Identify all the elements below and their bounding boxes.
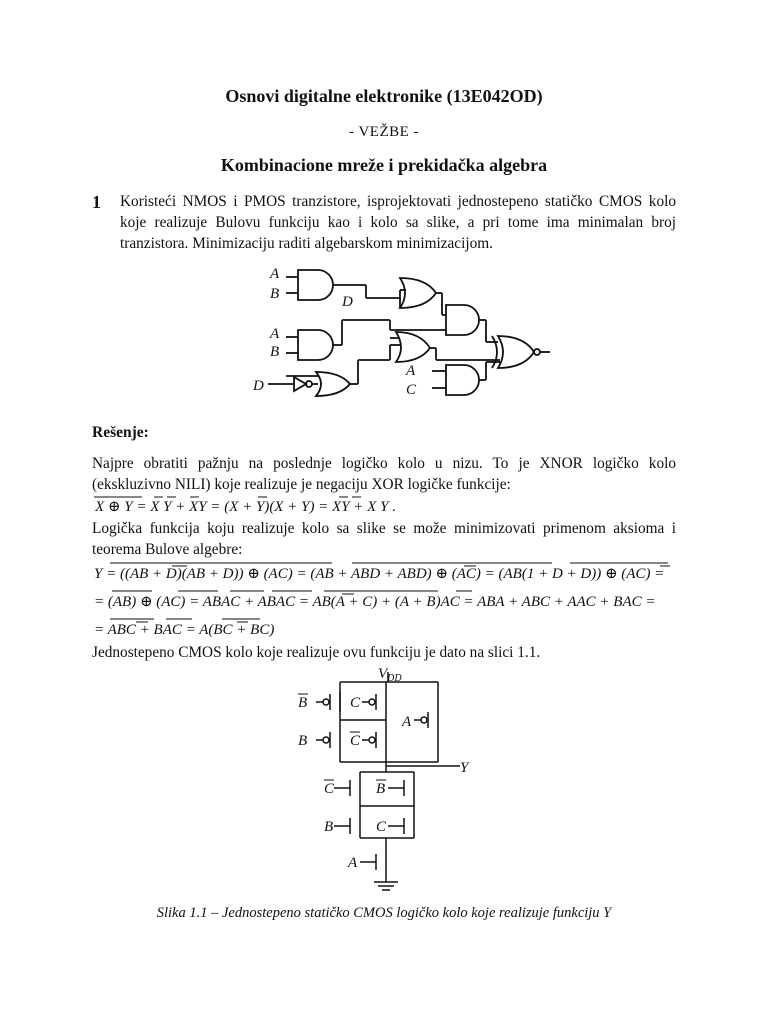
solution-paragraph-3: Jednostepeno CMOS kolo koje realizuje ovu funkciju je dato na slici 1.1. — [92, 644, 541, 661]
svg-text:= (AB) ⊕ (AC) = ABAC + ABAC =: = (AB) ⊕ (AC) = ABAC + ABAC = AB(A + C) + (A + B)AC = ABA + ABC + AAC + BAC = — [94, 594, 656, 610]
logic-circuit-figure — [250, 260, 570, 400]
cmos-circuit-figure — [290, 660, 490, 892]
and-gate-2 — [298, 330, 333, 360]
not-gate — [294, 377, 306, 391]
label-d-mid: D — [342, 294, 353, 310]
label-c-bar-p: C — [350, 733, 361, 749]
svg-text:= ABC + BAC = A(BC + BC): = ABC + BAC = A(BC + BC) — [94, 622, 275, 638]
solution-heading: Rešenje: — [92, 424, 149, 441]
label-c-n: C — [376, 819, 387, 835]
figure-caption: Slika 1.1 – Jednostepeno statičko CMOS logičko kolo koje realizuje funkciju Y — [156, 905, 612, 921]
problem-number: 1 — [92, 192, 101, 212]
label-c3: C — [406, 382, 417, 398]
xnor-gate-back — [492, 336, 497, 368]
equation-derivation — [92, 558, 676, 642]
label-a-p: A — [402, 714, 412, 730]
label-c-bar-n: C — [324, 781, 335, 797]
document-title: Osnovi digitalne elektronike (13E042OD) — [225, 86, 543, 106]
document-subtitle: - VEŽBE - — [348, 124, 420, 140]
equation-xnor — [92, 493, 422, 519]
label-b-bar-n: B — [376, 781, 386, 797]
solution-paragraph-2: Logička funkcija koju realizuje kolo sa slike se može minimizovati primenom aksioma i teorema Bulove algebre: — [92, 520, 676, 558]
label-b-bar-p: B — [298, 695, 308, 711]
label-c-p: C — [350, 695, 361, 711]
label-a2: A — [270, 326, 280, 342]
svg-text:X ⊕ Y = X Y + XY = (X + Y)(X +: X ⊕ Y = X Y + XY = (X + Y)(X + Y) = XY + X Y . — [95, 499, 396, 515]
and-gate-3 — [446, 305, 479, 335]
label-d-in: D — [253, 378, 264, 394]
and-gate-1 — [298, 270, 333, 300]
section-title: Kombinacione mreže i prekidačka algebra — [220, 155, 548, 175]
solution-paragraph-1: Najpre obratiti pažnju na poslednje logičko kolo u nizu. To je XNOR logičko kolo (ekskluzivno NILI) koje realizuje je negaciju XOR logičke funkcije: — [92, 455, 676, 493]
label-b-n: B — [324, 819, 334, 835]
label-a3: A — [406, 363, 416, 379]
svg-text:Y = ((AB + D)(AB + D)) ⊕ (AC): Y = ((AB + D)(AB + D)) ⊕ (AC) = (AB + ABD + ABD) ⊕ (AC) = (AB(1 + D + D)) ⊕ (AC) = — [94, 566, 665, 582]
xnor-gate — [498, 336, 534, 368]
label-vdd: $V_{DD}$ — [378, 666, 402, 684]
or-gate-3 — [396, 332, 430, 362]
label-a1: A — [270, 266, 280, 282]
label-b2: B — [270, 344, 280, 360]
label-y: Y — [460, 760, 469, 776]
label-b1: B — [270, 286, 280, 302]
and-gate-4 — [446, 365, 479, 395]
problem-text: Koristeći NMOS i PMOS tranzistore, isprojektovati jednostepeno statičko CMOS kolo koje realizuje Bulovu funkciju kao i kolo sa slike, a pri tome ima minimalan broj tranzistora. Minimizaciju raditi algebarskom minimizacijom. — [120, 193, 676, 252]
or-gate-1 — [400, 278, 436, 308]
label-a-n: A — [348, 855, 358, 871]
label-b-p: B — [298, 733, 308, 749]
or-gate-2 — [316, 372, 350, 396]
